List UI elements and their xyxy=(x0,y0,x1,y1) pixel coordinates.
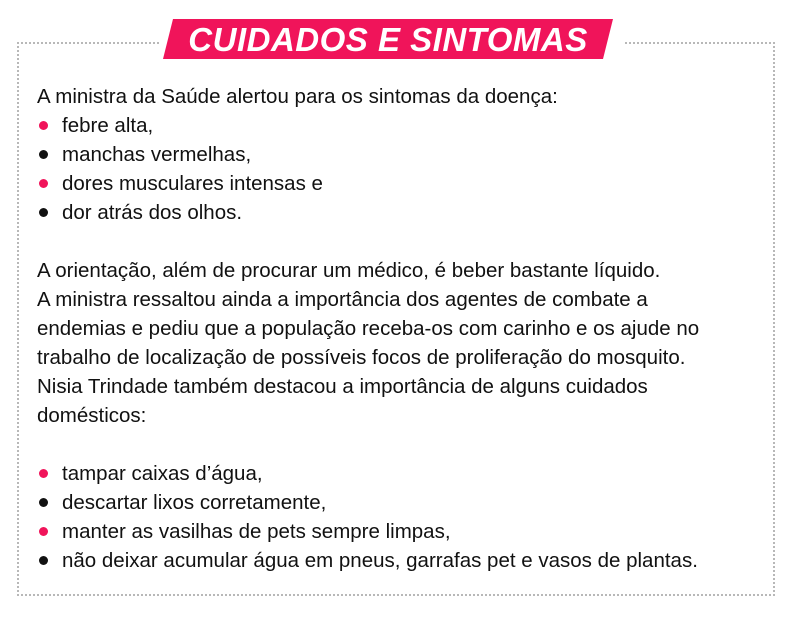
list-item xyxy=(37,459,765,488)
care-list xyxy=(37,459,765,575)
list-item-text: descartar lixos corretamente, xyxy=(62,491,327,514)
list-item xyxy=(37,546,765,575)
bullet-icon xyxy=(39,179,48,188)
list-item xyxy=(37,140,765,169)
bullet-icon xyxy=(39,498,48,507)
bullet-icon xyxy=(39,556,48,565)
list-item-text: dores musculares intensas e xyxy=(62,172,323,195)
bullet-icon xyxy=(39,527,48,536)
list-item xyxy=(37,517,765,546)
list-item-text: manchas vermelhas, xyxy=(62,143,252,166)
page-title: CUIDADOS E SINTOMAS xyxy=(188,21,588,58)
paragraph-line: A ministra ressaltou ainda a importância dos agentes de combate a xyxy=(37,288,648,311)
paragraph-line: endemias e pediu que a população receba-os com carinho e os ajude no xyxy=(37,317,700,340)
paragraph-line: domésticos: xyxy=(37,404,147,427)
bullet-icon xyxy=(39,150,48,159)
symptoms-list xyxy=(37,111,765,227)
list-item xyxy=(37,488,765,517)
orientation-paragraph xyxy=(37,256,765,430)
list-item-text: febre alta, xyxy=(62,114,154,137)
list-item-text: tampar caixas d’água, xyxy=(62,462,263,485)
spacer xyxy=(37,430,765,459)
paragraph-line: Nisia Trindade também destacou a importância de alguns cuidados xyxy=(37,375,648,398)
bullet-icon xyxy=(39,121,48,130)
list-item xyxy=(37,198,765,227)
list-item xyxy=(37,169,765,198)
spacer xyxy=(37,227,765,256)
title-banner xyxy=(160,17,623,63)
intro-text: A ministra da Saúde alertou para os sintomas da doença: xyxy=(37,85,558,108)
article-body xyxy=(37,82,765,575)
list-item-text: dor atrás dos olhos. xyxy=(62,201,243,224)
paragraph-line: trabalho de localização de possíveis focos de proliferação do mosquito. xyxy=(37,346,686,369)
list-item xyxy=(37,111,765,140)
paragraph-line: A orientação, além de procurar um médico, é beber bastante líquido. xyxy=(37,259,661,282)
list-item-text: não deixar acumular água em pneus, garrafas pet e vasos de plantas. xyxy=(62,549,698,572)
bullet-icon xyxy=(39,469,48,478)
bullet-icon xyxy=(39,208,48,217)
list-item-text: manter as vasilhas de pets sempre limpas, xyxy=(62,520,451,543)
